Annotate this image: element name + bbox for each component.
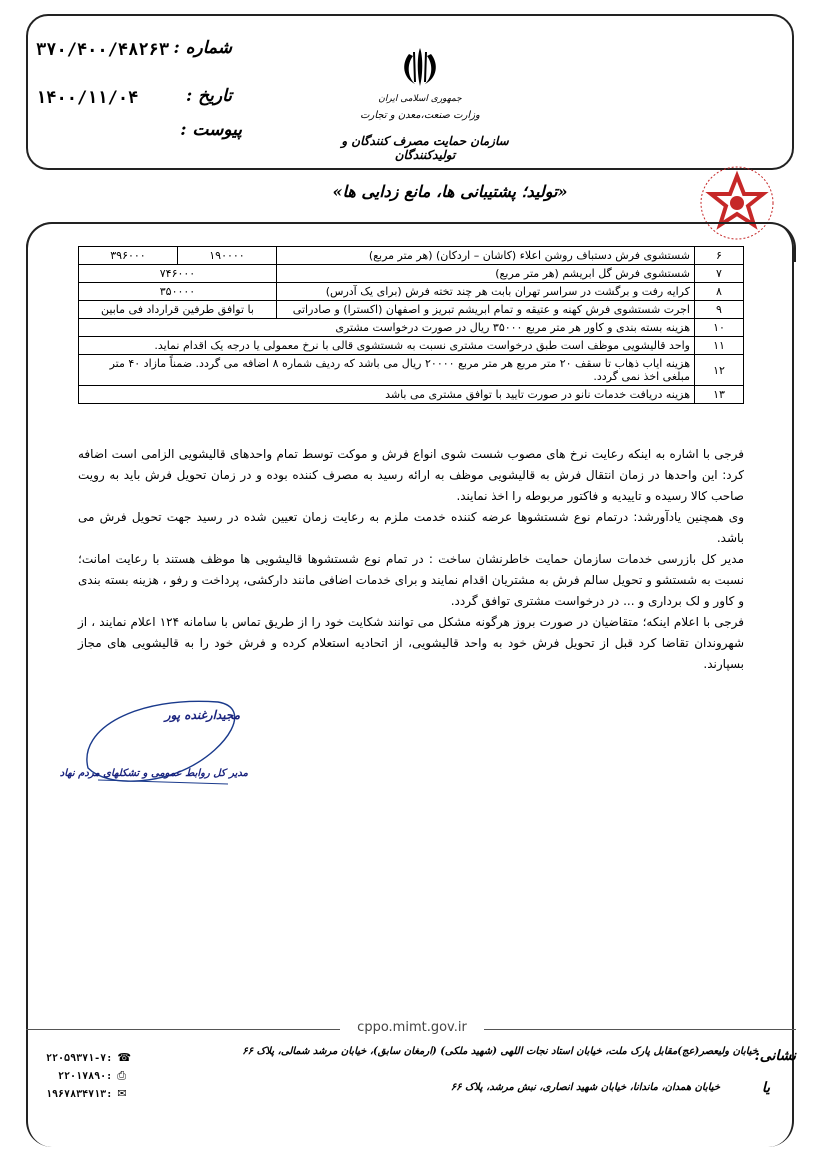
signatory-title: مدیر کل روابط عمومی و تشکلهای مردم نهاد	[59, 768, 248, 779]
paragraph: وی همچنین یادآورشد: درتمام نوع شستشوها عرضه کننده خدمت ملزم به رعایت زمان تعیین شده در رسید جهت تحویل فرش می باشد.	[78, 510, 744, 545]
row-description: اجرت شستشوی فرش کهنه و عتیقه و تمام ابریشم تبریز و اصفهان (اکسترا) و صادراتی	[277, 301, 695, 319]
date-label: تاریخ :	[185, 86, 232, 106]
row-price: ۷۴۶۰۰۰	[79, 265, 277, 283]
fax-icon: ⎙	[117, 1069, 127, 1082]
table-row	[79, 265, 744, 283]
signature-scribble-icon	[78, 688, 248, 798]
row-index: ۶	[695, 247, 744, 265]
row-index: ۱۰	[695, 319, 744, 337]
row-description: هزینه بسته بندی و کاور هر متر مربع ۳۵۰۰۰ ریال در صورت درخواست مشتری	[79, 319, 695, 337]
row-price: ۳۵۰۰۰۰	[79, 283, 277, 301]
phone-line	[46, 1046, 131, 1065]
table-row	[79, 247, 744, 265]
footer-divider	[484, 1029, 796, 1030]
paragraph: فرجی با اعلام اینکه؛ متقاضیان در صورت بروز هرگونه مشکل می توانند شکایت خود را از طریق تماس با سامانه ۱۲۴ اعلام نمایند ، از شهروندان تقاضا کرد قبل از تحویل فرش خود به واحد قالیشویی، از اتحادیه استعلام کرده و فرش خود را به قالیشویی های مجاز بسپارند.	[78, 615, 744, 671]
row-price: ۱۹۰۰۰۰	[178, 247, 277, 265]
row-description: شستشوی فرش گل ابریشم (هر متر مربع)	[277, 265, 695, 283]
table-row	[79, 283, 744, 301]
phone-icon: ☎	[117, 1051, 132, 1064]
website-link[interactable]: cppo.mimt.gov.ir	[357, 1020, 467, 1035]
row-price: با توافق طرفین قرارداد فی مابین	[79, 301, 277, 319]
phone-number: ۲۲۰۵۹۳۷۱-۷:	[46, 1053, 113, 1064]
price-table	[78, 246, 744, 404]
signatory-name: مجیدارغنده پور	[164, 708, 240, 722]
row-description: هزینه ایاب ذهاب تا سقف ۲۰ متر مربع هر متر مربع ۲۰۰۰۰ ریال می باشد که ردیف شماره ۸ اضافه می گردد. ضمناً مازاد ۴۰ متر مبلغی اخذ نمی گردد.	[79, 355, 695, 386]
iran-emblem-icon	[397, 44, 443, 90]
table-row	[79, 319, 744, 337]
table-row	[79, 355, 744, 386]
row-index: ۸	[695, 283, 744, 301]
paragraph: مدیر کل بازرسی خدمات سازمان حمایت خاطرنشان ساخت : در تمام نوع شستشوها قالیشویی ها موظف هستند با رعایت امانت؛ نسبت به شستشو و تحویل سالم فرش به مشتریان اقدام نمایند و برای خدمات اضافی مانند دارکشی، پرداخت و رفو ، هزینه بسته بندی و کاور و لک برداری و ... در درخواست مشتری توافق گردد.	[78, 552, 744, 608]
or-label: یا	[761, 1080, 770, 1096]
body-text	[78, 444, 744, 675]
org-line-3: سازمان حمایت مصرف کنندگان و تولیدکنندگان	[341, 134, 509, 162]
row-description: شستشوی فرش دستباف روشن اعلاء (کاشان – اردکان) (هر متر مربع)	[277, 247, 695, 265]
address-line-2: خیابان همدان، ماندانا، خیابان شهید انصاری، نبش مرشد، پلاک ۶۶	[450, 1082, 720, 1093]
row-description: واحد قالیشویی موظف است طبق درخواست مشتری نسبت به شستشوی قالی با نرخ معمولی یا درجه یک اقدام نماید.	[79, 337, 695, 355]
table-row	[79, 301, 744, 319]
number-label: شماره :	[173, 38, 232, 58]
letter-number: ۳۷۰/۴۰۰/۴۸۲۶۳	[36, 40, 170, 60]
address-line-1: خیابان ولیعصر(عج)مقابل پارک ملت، خیابان استاد نجات اللهی (شهید ملکی) (ارمغان سابق)، خیابان مرشد شمالی، پلاک ۶۶	[242, 1046, 758, 1057]
row-price: ۳۹۶۰۰۰	[79, 247, 178, 265]
paragraph: فرجی با اشاره به اینکه رعایت نرخ های مصوب شست شوی انواع فرش و موکت توسط تمام واحدهای قالیشویی الزامی است اضافه کرد: این واحدها در زمان انتقال فرش به قالیشویی موظف به ارائه رسید به مصرف کننده بوده و در زمان تحویل فرش باید به رویت صاحب کالا رسیده و تاییدیه و فاکتور مربوطه را اخذ نمایند.	[78, 447, 744, 503]
footer-divider	[26, 1029, 340, 1030]
letter-date: ۱۴۰۰/۱۱/۰۴	[36, 88, 139, 108]
address-label: نشانی:	[754, 1048, 796, 1064]
signature-block	[59, 688, 248, 798]
table-row	[79, 386, 744, 404]
org-line-2: وزارت صنعت،معدن و تجارت	[360, 110, 480, 121]
postal-line	[46, 1082, 127, 1101]
mail-icon: ✉	[117, 1087, 127, 1100]
slogan: «تولید؛ پشتیبانی ها، مانع زدایی ها»	[332, 182, 568, 201]
row-index: ۷	[695, 265, 744, 283]
attachment-label: پیوست :	[180, 120, 242, 140]
table-row	[79, 337, 744, 355]
row-index: ۹	[695, 301, 744, 319]
row-index: ۱۲	[695, 355, 744, 386]
row-description: هزینه دریافت خدمات نانو در صورت تایید با توافق مشتری می باشد	[79, 386, 695, 404]
row-index: ۱۳	[695, 386, 744, 404]
org-line-1: جمهوری اسلامی ایران	[378, 94, 462, 104]
row-index: ۱۱	[695, 337, 744, 355]
postal-code: ۱۹۶۷۸۳۴۷۱۳:	[46, 1089, 113, 1100]
fax-number: ۲۲۰۱۷۸۹۰:	[58, 1071, 113, 1082]
row-description: کرایه رفت و برگشت در سراسر تهران بابت هر چند تخته فرش (برای یک آدرس)	[277, 283, 695, 301]
fax-line	[58, 1064, 126, 1083]
